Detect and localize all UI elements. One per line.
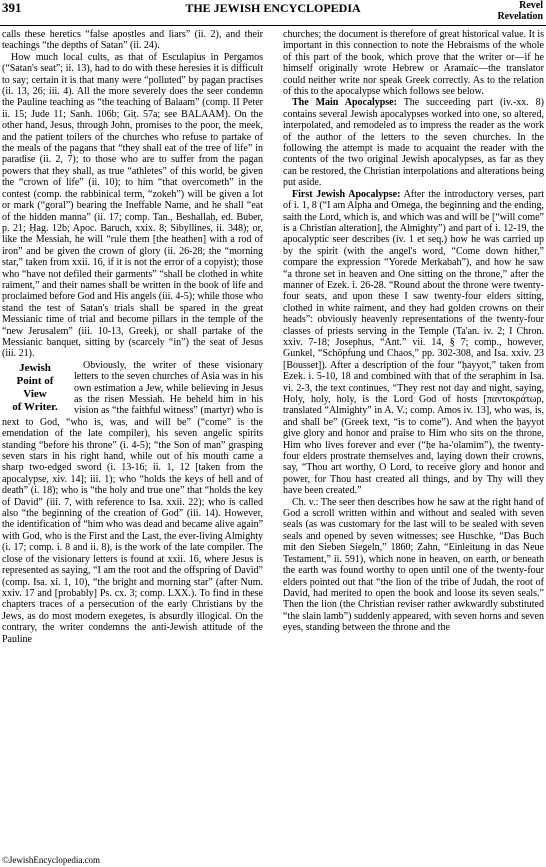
- header-rule: [0, 25, 546, 26]
- publication-title: THE JEWISH ENCYCLOPEDIA: [185, 1, 361, 15]
- paragraph: Ch. v.: The seer then describes how he saw at the right hand of God a scroll written within and without and sealed with seven seals (as was customary for the last will to be sealed with seven seals and opened by seven witnesses; see Huschke, “Das Buch mit den Sieben Siegeln,” 1860; Zahn, “Einleitung in das Neue Testament,” ii. 591), which none in heaven, on earth, or beneath the earth was found worthy to open until one of the twenty-four elders pointed out that “the lion of the tribe of Judah, the root of David, had merited to open the book and loose its seven seals.” Then the lion (the Christian reviser rather awkwardly substituted “the slain lamb”) suddenly appeared, with seven horns and seven eyes, standing between the throne and the: [283, 496, 544, 634]
- paragraph: How much local cults, as that of Esculapius in Pergamos (“Satan's seat”; ii. 13), had to do with these heresies it is difficult to say; certain it is that many were “polluted” by pagan practises (ii. 13, 26; iii. 4). All the more severely does the seer condemn the Pauline teaching as “the teaching of Balaam” (comp. II Peter ii. 15; Jude 11; Sanh. 106b; Giṭ. 57a; see BALAAM). On the other hand, Jesus, through John, promises to the poor, the meek, and the patient toilers of the churches who refuse to partake of the meals of the pagans that “they shall eat of the tree of life” in paradise (ii. 2, 7); to those who are to suffer from the pagan powers that they shall, as true “athletes” of this world, be given the “crown of life” (ii. 10); to him “that overcometh” in the contest (comp. the rabbinical term, “zokeh”) will be given a lot or mark (“goral”) bearing the Ineffable Name, and he shall “eat of the hidden manna” (ii. 17; comp. Tan., Beshallaḥ, ed. Buber, p. 21; Ḥag. 12b; Apoc. Baruch, xxix. 8; Sibyllines, ii. 348); or, like the Messiah, he will “rule them [the heathen] with a rod of iron” and be given the crown of glory (ii. 26-28; the “morning star,” taken from xxii. 16, if it is not the error of a copyist); those who “have not defiled their garments” “shall be clothed in white raiment,” and their names shall be written in the book of life and proclaimed before God and His angels (iii. 4-5); while those who stand the test of Satan's trials shall be spared in the great Messianic time of trial and become pillars in the temple of the “new Jerusalem” (iii. 10-13, Greek), or shall partake of the Messianic banquet, sitting by (scarcely “in”) the seat of Jesus (iii. 21).: [2, 51, 263, 360]
- paragraph: calls these heretics “false apostles and liars” (ii. 2), and their teachings “the depths of Satan” (ii. 24).: [2, 29, 263, 52]
- sidenote-line: Point of: [16, 374, 54, 387]
- running-head: [497, 0, 543, 22]
- paragraph: [283, 97, 544, 188]
- section-heading: The Main Apocalypse:: [292, 97, 397, 109]
- page-header: [0, 0, 546, 26]
- section-heading: First Jewish Apocalypse:: [292, 188, 401, 200]
- paragraph-text: After the introductory verses, part of i. 1, 8 (“I am Alpha and Omega, the beginning and the ending, saith the Lord, which is, and which was and will be [“will come” is a Christian alteration], the Almighty”) and part of i. 12-19, the apocalyptic seer describes (iv. 1 et seq.) how he was carried up by the spirit (with the angel's word, “Come down hither,” compare the expression “Yorede Merkabah”), and how he saw “a throne set in heaven and One sitting on the throne,” after the manner of Ezek. i. 26-28. “Round about the throne were twenty-four seats, and upon these I saw twenty-four elders sitting, clothed in white raiment, and they had golden crowns on their heads”: obviously heavenly representations of the twenty-four classes of priests serving in the Temple (Ta'an. iv. 2; I Chron. xxiv. 7-18; Josephus, “Ant.” vii. 14, § 7; comp., however, Gunkel, “Schöpfung und Chaos,” pp. 302-308, and Isa. xxiv. 23 [Bousset]). After a description of the four “ḥayyot,” taken from Ezek. i. 5-10, 18 and combined with that of the seraphim in Isa. vi. 2-3, the text continues, “They rest not day and night, saying, Holy, holy, holy, is the Lord God of hosts [παντοκράτωρ, translated “Almighty” in A. V.; comp. Amos iv. 13], who was, is, and shall be” (Greek text, “is to come”). And when the ḥayyot give glory and honor and praise to Him who sits on the throne, Him who lives forever and ever (“ḥe ha-'olamim”), the twenty-four elders prostrate themselves and, laying down their crowns, say, “Thou art worthy, O Lord, to receive glory and honor and power, for Thou hast created all things, and by Thy will they have been created.”: [283, 188, 545, 497]
- sidenote-line: Jewish: [19, 361, 51, 374]
- paragraph: churches; the document is therefore of great historical value. It is important in this connection to note the Hebraisms of the whole of this part of the book, which prove that the writer or—if he himself originally wrote Hebrew or Aramaic—the translator could neither write nor speak Greek correctly. As to the relation of this to the apocalypse which follows see below.: [283, 29, 544, 98]
- paragraph: Obviously, the writer of these visionary letters to the seven churches of Asia was in his own estimation a Jew, while believing in Jesus as the risen Messiah. He beheld him in his vision as “the faithful witness” (martyr) who is next to God, “who is, was, and will be” (“come” is the emendation of the late compiler), his seven angelic spirits standing “before his throne” (i. 4-5); “the Son of man” grasping seven stars in his right hand, while out of his mouth came a sharp two-edged sword (i. 13-16; ii. 1, 12 [taken from the apocalypse, xiv. 14]; iii. 1); who “holds the keys of hell and of death” (i. 18); who is “the holy and true one” that “holds the key of David” (iii. 7, with reference to Isa. xxii. 22); who is called also “the beginning of the creation of God” (iii. 14). However, the identification of “him who was dead and became alive again” with God, who is the First and the Last, the ever-living Almighty (i. 17; comp. i. 8 and ii. 8), is the work of the late compiler. The close of the visionary letters is found at xxii. 16, where Jesus is represented as saying, “I am the root and the offspring of David” (comp. Isa. xi. 1, 10), “the bright and morning star” (after Num. xxiv. 17 and [probably] Ps. cx. 3; comp. LXX.). To find in these chapters traces of a persecution of the early Christians by the Jews, as do most modern exegetes, is absurdly illogical. On the contrary, the writer condemns the anti-Jewish attitude of the Pauline: [2, 359, 264, 645]
- paragraph-text: The succeeding part (iv.-xx. 8) contains several Jewish apocalypses worked into one, so altered, interpolated, and remodeled as to impress the reader as the work of the author of the letters to the seven churches. In the following the attempt is made to acquaint the reader with the contents of the two original Jewish apocalypses, as far as they can be restored, the Christian interpolations and alterations being put aside.: [283, 97, 544, 189]
- right-column: [283, 29, 544, 634]
- sidenote-line: of Writer.: [12, 400, 58, 413]
- page-number: 391: [2, 0, 22, 15]
- copyright-footer: ©JewishEncyclopedia.com: [2, 855, 101, 865]
- running-head-first: Revel: [519, 0, 543, 11]
- running-head-last: Revelation: [497, 11, 543, 22]
- sidenote: [2, 362, 68, 414]
- paragraph: [283, 189, 544, 497]
- sidenote-line: View: [23, 387, 47, 400]
- left-column: [2, 29, 263, 645]
